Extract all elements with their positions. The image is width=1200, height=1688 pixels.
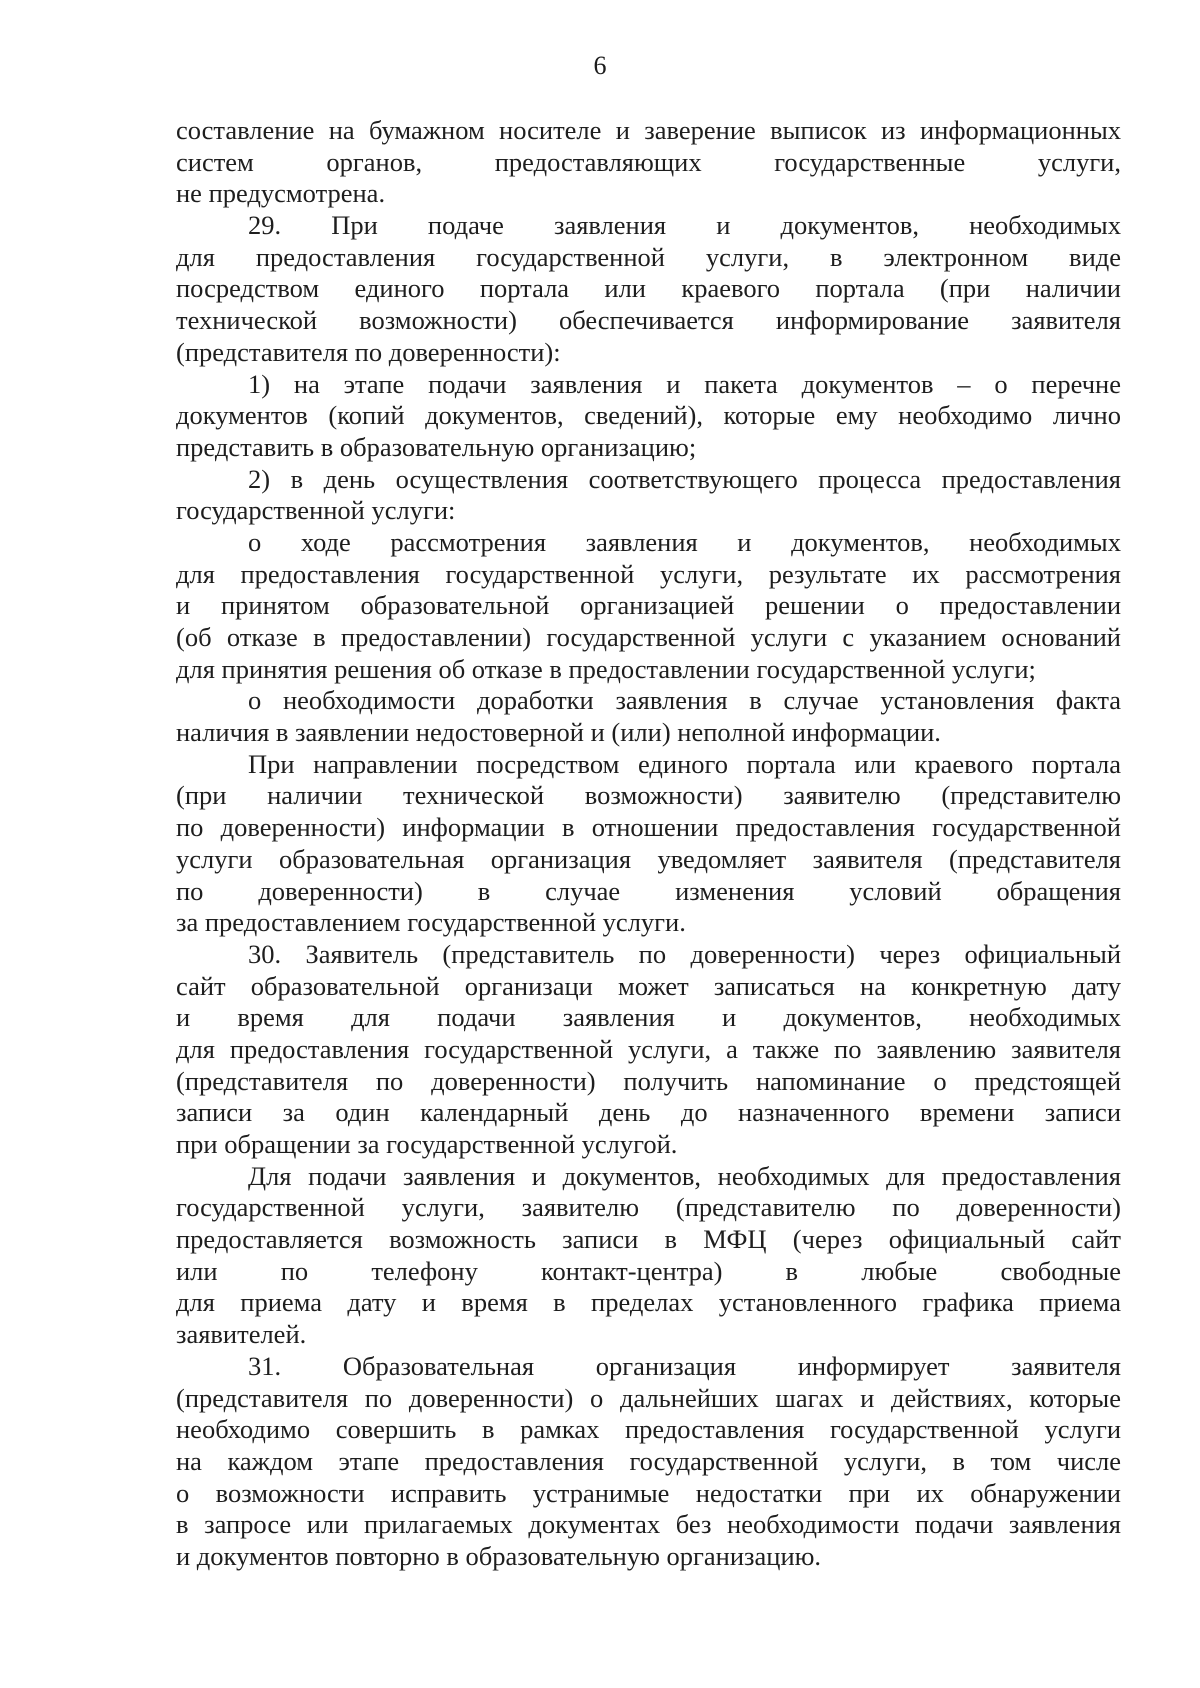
- text-line: в запросе или прилагаемых документах без необходимости подачи заявления: [176, 1509, 1121, 1540]
- text-line: при обращении за государственной услугой.: [176, 1129, 678, 1159]
- text-line: государственной услуги, заявителю (представителю по доверенности): [176, 1192, 1121, 1223]
- text-line: для предоставления государственной услуги, а также по заявлению заявителя: [176, 1033, 1121, 1064]
- text-line: о необходимости доработки заявления в случае установления факта: [248, 685, 1121, 716]
- text-line: 1) на этапе подачи заявления и пакета документов – о перечне: [248, 368, 1121, 399]
- text-line: для предоставления государственной услуги, результате их рассмотрения: [176, 558, 1121, 589]
- text-line: услуги образовательная организация уведомляет заявителя (представителя: [176, 843, 1121, 874]
- text-line: необходимо совершить в рамках предоставления государственной услуги: [176, 1414, 1121, 1445]
- text-line: государственной услуги:: [176, 495, 456, 526]
- text-line: и документов повторно в образовательную организацию.: [176, 1540, 822, 1571]
- text-line: о возможности исправить устранимые недостатки при их обнаружении: [176, 1477, 1121, 1508]
- text-line: (представителя по доверенности) получить напоминание о предстоящей: [176, 1065, 1121, 1096]
- text-line: записи за один календарный день до назначенного времени записи: [176, 1097, 1121, 1128]
- text-line: систем органов, предоставляющих государственные услуги,: [176, 146, 1121, 177]
- text-line: для принятия решения об отказе в предоставлении государственной услуги;: [176, 653, 1036, 684]
- text-line: 31. Образовательная организация информирует заявителя: [248, 1350, 1121, 1381]
- text-line: для приема дату и время в пределах установленного графика приема: [176, 1287, 1121, 1318]
- text-line: технической возможности) обеспечивается информирование заявителя: [176, 305, 1121, 336]
- text-line: по доверенности) в случае изменения условий обращения: [176, 875, 1121, 906]
- text-line: составление на бумажном носителе и заверение выписок из информационных: [176, 115, 1121, 145]
- text-line: на каждом этапе предоставления государственной услуги, в том числе: [176, 1445, 1121, 1476]
- text-line: (об отказе в предоставлении) государственной услуги с указанием оснований: [176, 622, 1121, 652]
- text-line: предоставляется возможность записи в МФЦ (через официальный сайт: [176, 1224, 1121, 1255]
- text-line: Для подачи заявления и документов, необходимых для предоставления: [248, 1160, 1121, 1191]
- text-line: сайт образовательной организаци может записаться на конкретную дату: [176, 970, 1121, 1001]
- text-line: о ходе рассмотрения заявления и документов, необходимых: [248, 526, 1121, 557]
- text-line: 30. Заявитель (представитель по доверенности) через официальный: [248, 938, 1121, 969]
- text-line: и принятом образовательной организацией решении о предоставлении: [176, 590, 1121, 621]
- text-line: При направлении посредством единого портала или краевого портала: [248, 748, 1121, 779]
- text-line: (представителя по доверенности):: [176, 336, 561, 367]
- text-line: 2) в день осуществления соответствующего процесса предоставления: [248, 463, 1121, 494]
- page-number: 6: [593, 51, 607, 80]
- text-line: за предоставлением государственной услуги.: [176, 907, 686, 938]
- text-line: по доверенности) информации в отношении предоставления государственной: [176, 812, 1121, 843]
- text-line: 29. При подаче заявления и документов, необходимых: [248, 210, 1121, 241]
- text-line: заявителей.: [176, 1319, 307, 1350]
- text-line: документов (копий документов, сведений), которые ему необходимо лично: [176, 400, 1121, 431]
- text-line: наличия в заявлении недостоверной и (или) неполной информации.: [176, 717, 941, 748]
- text-line: посредством единого портала или краевого портала (при наличии: [176, 273, 1121, 304]
- text-line: и время для подачи заявления и документов, необходимых: [176, 1002, 1121, 1033]
- text-line: не предусмотрена.: [176, 178, 386, 209]
- text-line: представить в образовательную организацию;: [176, 431, 697, 462]
- text-line: (представителя по доверенности) о дальнейших шагах и действиях, которые: [176, 1382, 1121, 1413]
- text-line: (при наличии технической возможности) заявителю (представителю: [176, 780, 1121, 811]
- document-body: [176, 115, 1121, 1573]
- text-line: для предоставления государственной услуги, в электронном виде: [176, 241, 1121, 272]
- text-line: или по телефону контакт-центра) в любые свободные: [176, 1255, 1121, 1286]
